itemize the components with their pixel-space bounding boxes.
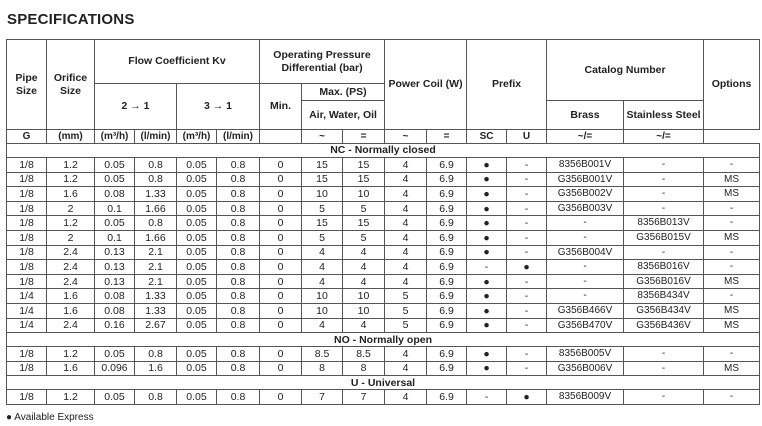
table-cell: 2.1 [135, 245, 177, 260]
table-cell: 0.8 [217, 361, 260, 376]
table-cell: 0.8 [217, 347, 260, 362]
table-row [7, 289, 760, 304]
table-cell: ● [467, 216, 507, 231]
table-cell: ● [467, 201, 507, 216]
table-cell: 1/4 [7, 318, 47, 333]
table-cell: 0.05 [177, 274, 217, 289]
table-cell: 6.9 [427, 347, 467, 362]
table-cell: 15 [302, 216, 343, 231]
table-cell: 8 [343, 361, 385, 376]
table-cell: 0.13 [95, 260, 135, 275]
table-cell: 0 [260, 245, 302, 260]
table-cell: - [547, 289, 624, 304]
table-cell: 0 [260, 260, 302, 275]
table-cell: 0 [260, 289, 302, 304]
footnote: ● Available Express [6, 412, 94, 423]
table-cell: 6.9 [427, 201, 467, 216]
unit-cell: ~ [385, 130, 427, 144]
table-cell: 8356B016V [624, 260, 704, 275]
group-label: NC - Normally closed [7, 144, 760, 158]
table-cell: 2.1 [135, 274, 177, 289]
table-cell: 0.8 [217, 289, 260, 304]
table-row [7, 216, 760, 231]
table-cell: 2.67 [135, 318, 177, 333]
table-row [7, 158, 760, 173]
table-cell: G356B470V [547, 318, 624, 333]
table-cell: - [507, 216, 547, 231]
table-cell: 0.8 [217, 274, 260, 289]
table-cell: - [507, 289, 547, 304]
table-cell: - [507, 187, 547, 202]
table-cell: 0.8 [217, 158, 260, 173]
table-cell: 1.66 [135, 201, 177, 216]
table-cell: 6.9 [427, 318, 467, 333]
table-cell: 4 [302, 318, 343, 333]
table-cell: MS [704, 318, 760, 333]
table-cell: 1/4 [7, 289, 47, 304]
unit-cell: (m³/h) [177, 130, 217, 144]
table-cell: 0.05 [177, 347, 217, 362]
table-cell: - [547, 274, 624, 289]
table-cell: - [507, 172, 547, 187]
table-cell: - [507, 318, 547, 333]
table-cell: - [624, 245, 704, 260]
table-cell: 0.05 [177, 289, 217, 304]
table-cell: 6.9 [427, 245, 467, 260]
table-cell: - [624, 390, 704, 405]
table-cell: - [507, 361, 547, 376]
table-cell: 0.05 [177, 245, 217, 260]
table-cell: 1.6 [47, 187, 95, 202]
table-cell: 0.13 [95, 274, 135, 289]
group-header-row [7, 144, 760, 158]
table-cell: MS [704, 172, 760, 187]
table-cell: 6.9 [427, 361, 467, 376]
table-cell: - [507, 245, 547, 260]
table-cell: 0.05 [95, 347, 135, 362]
table-cell: - [624, 158, 704, 173]
unit-cell: (l/min) [217, 130, 260, 144]
table-cell: 0.8 [135, 172, 177, 187]
table-cell: 2.4 [47, 318, 95, 333]
header-operating-pressure: Operating Pressure Differential (bar) [260, 40, 385, 84]
table-cell: - [507, 230, 547, 245]
table-cell: 1.2 [47, 390, 95, 405]
table-cell: ● [467, 274, 507, 289]
table-cell: MS [704, 361, 760, 376]
table-cell: 4 [343, 274, 385, 289]
table-cell: 1/8 [7, 361, 47, 376]
table-cell: 0.1 [95, 201, 135, 216]
table-cell: - [704, 289, 760, 304]
table-row [7, 245, 760, 260]
table-cell: 5 [343, 201, 385, 216]
table-cell: ● [467, 318, 507, 333]
table-cell: 10 [302, 303, 343, 318]
unit-cell: ~/= [547, 130, 624, 144]
table-cell: 4 [343, 318, 385, 333]
table-cell: 4 [385, 158, 427, 173]
table-cell: 0 [260, 216, 302, 231]
table-row [7, 260, 760, 275]
table-body [7, 144, 760, 405]
table-cell: 4 [302, 274, 343, 289]
table-cell: 6.9 [427, 187, 467, 202]
table-cell: 0.05 [177, 318, 217, 333]
table-cell: 6.9 [427, 216, 467, 231]
table-cell: 8356B001V [547, 158, 624, 173]
table-cell: 1/8 [7, 230, 47, 245]
table-cell: 0.05 [95, 172, 135, 187]
table-cell: 0.05 [177, 216, 217, 231]
table-cell: - [507, 303, 547, 318]
table-cell: G356B016V [624, 274, 704, 289]
table-cell: 8 [302, 361, 343, 376]
table-cell: 2.1 [135, 260, 177, 275]
table-row [7, 230, 760, 245]
table-cell: - [624, 201, 704, 216]
table-cell: - [507, 347, 547, 362]
table-cell: 0.8 [217, 390, 260, 405]
table-cell: 0.05 [177, 260, 217, 275]
table-cell: 1/8 [7, 187, 47, 202]
table-cell: ● [467, 289, 507, 304]
table-cell: 0.8 [135, 216, 177, 231]
table-cell: 0.13 [95, 245, 135, 260]
unit-cell: (l/min) [135, 130, 177, 144]
header-catalog-number: Catalog Number [547, 40, 704, 101]
table-row [7, 347, 760, 362]
table-cell: 0.05 [177, 201, 217, 216]
table-cell: 1.2 [47, 216, 95, 231]
group-header-row [7, 333, 760, 347]
table-cell: - [704, 245, 760, 260]
header-options: Options [704, 40, 760, 130]
header-air-water-oil: Air, Water, Oil [302, 101, 385, 130]
table-cell: 5 [385, 289, 427, 304]
table-cell: G356B001V [547, 172, 624, 187]
table-cell: ● [467, 245, 507, 260]
table-cell: 1/8 [7, 274, 47, 289]
table-row [7, 303, 760, 318]
table-cell: 2 [47, 201, 95, 216]
table-cell: 1/8 [7, 172, 47, 187]
unit-cell: (m³/h) [95, 130, 135, 144]
table-cell: 4 [302, 260, 343, 275]
table-cell: - [467, 390, 507, 405]
table-cell: 0 [260, 347, 302, 362]
table-cell: 0 [260, 230, 302, 245]
table-cell: ● [507, 260, 547, 275]
table-cell: 0.05 [177, 303, 217, 318]
table-cell: 4 [385, 172, 427, 187]
table-cell: 6.9 [427, 274, 467, 289]
table-cell: 1/8 [7, 260, 47, 275]
table-cell: 0.05 [95, 158, 135, 173]
table-row [7, 361, 760, 376]
table-cell: 1.6 [47, 303, 95, 318]
table-cell: - [507, 201, 547, 216]
table-cell: 10 [302, 289, 343, 304]
table-cell: 5 [302, 201, 343, 216]
table-cell: 4 [343, 260, 385, 275]
table-cell: 0.8 [135, 390, 177, 405]
table-cell: G356B004V [547, 245, 624, 260]
unit-cell: U [507, 130, 547, 144]
table-cell: 0 [260, 361, 302, 376]
group-label: U - Universal [7, 376, 760, 390]
specifications-table [6, 39, 760, 405]
table-cell: 15 [343, 216, 385, 231]
table-cell: ● [467, 187, 507, 202]
table-cell: 0.8 [217, 201, 260, 216]
table-cell: MS [704, 230, 760, 245]
table-cell: 0.8 [217, 216, 260, 231]
table-cell: 10 [343, 289, 385, 304]
units-row [7, 130, 760, 144]
table-cell: 6.9 [427, 172, 467, 187]
table-cell: 8356B434V [624, 289, 704, 304]
table-row [7, 390, 760, 405]
unit-cell: G [7, 130, 47, 144]
table-cell: 0.05 [95, 216, 135, 231]
table-cell: 4 [385, 201, 427, 216]
table-cell: 0 [260, 172, 302, 187]
header-brass: Brass [547, 101, 624, 130]
table-cell: 0.08 [95, 289, 135, 304]
table-cell: 1/8 [7, 347, 47, 362]
table-cell: 6.9 [427, 390, 467, 405]
table-cell: 1/8 [7, 201, 47, 216]
table-cell: 0.096 [95, 361, 135, 376]
table-cell: 2.4 [47, 245, 95, 260]
table-cell: 1.33 [135, 289, 177, 304]
table-cell: 8356B013V [624, 216, 704, 231]
table-cell: - [547, 260, 624, 275]
table-cell: 0.05 [177, 390, 217, 405]
table-cell: 1/8 [7, 216, 47, 231]
table-cell: 4 [385, 274, 427, 289]
unit-cell [260, 130, 302, 144]
table-cell: 4 [385, 361, 427, 376]
table-cell: - [704, 260, 760, 275]
table-cell: 1/8 [7, 158, 47, 173]
table-cell: 6.9 [427, 303, 467, 318]
table-cell: 0.08 [95, 187, 135, 202]
table-cell: 10 [343, 303, 385, 318]
table-cell: - [704, 216, 760, 231]
table-cell: - [467, 260, 507, 275]
table-cell: 15 [302, 158, 343, 173]
table-cell: 1.6 [135, 361, 177, 376]
table-cell: 1.33 [135, 303, 177, 318]
table-cell: - [624, 361, 704, 376]
table-cell: 0 [260, 303, 302, 318]
table-cell: ● [507, 390, 547, 405]
table-cell: - [547, 230, 624, 245]
table-cell: 10 [343, 187, 385, 202]
table-cell: - [624, 187, 704, 202]
table-cell: 0.8 [217, 260, 260, 275]
table-cell: - [704, 158, 760, 173]
table-cell: G356B006V [547, 361, 624, 376]
unit-cell: ~/= [624, 130, 704, 144]
header-min: Min. [260, 84, 302, 130]
table-cell: 0 [260, 274, 302, 289]
table-cell: - [547, 216, 624, 231]
table-cell: 5 [343, 230, 385, 245]
table-row [7, 201, 760, 216]
table-cell: 6.9 [427, 260, 467, 275]
table-cell: ● [467, 347, 507, 362]
table-cell: - [624, 172, 704, 187]
table-cell: 1.33 [135, 187, 177, 202]
table-row [7, 318, 760, 333]
table-cell: 4 [385, 260, 427, 275]
table-cell: ● [467, 172, 507, 187]
header-flow-3-1: 3 → 1 [177, 84, 260, 130]
table-cell: 6.9 [427, 289, 467, 304]
table-cell: 0.8 [135, 347, 177, 362]
header-max-ps: Max. (PS) [302, 84, 385, 101]
unit-cell: = [343, 130, 385, 144]
table-cell: 0.05 [95, 390, 135, 405]
table-cell: 15 [343, 158, 385, 173]
table-cell: 1.6 [47, 361, 95, 376]
table-cell: 0 [260, 187, 302, 202]
table-cell: 1/4 [7, 303, 47, 318]
table-cell: 1.2 [47, 158, 95, 173]
table-cell: 0.05 [177, 172, 217, 187]
header-power-coil: Power Coil (W) [385, 40, 467, 130]
table-cell: 1.66 [135, 230, 177, 245]
unit-cell: = [427, 130, 467, 144]
table-cell: - [507, 158, 547, 173]
group-header-row [7, 376, 760, 390]
table-row [7, 172, 760, 187]
table-cell: - [507, 274, 547, 289]
unit-cell: (mm) [47, 130, 95, 144]
table-cell: ● [467, 230, 507, 245]
table-cell: 4 [343, 245, 385, 260]
table-cell: 6.9 [427, 230, 467, 245]
table-cell: 10 [302, 187, 343, 202]
table-cell: 8.5 [302, 347, 343, 362]
table-cell: 0.05 [177, 230, 217, 245]
table-cell: 0.05 [177, 187, 217, 202]
header-stainless-steel: Stainless Steel [624, 101, 704, 130]
table-cell: 7 [343, 390, 385, 405]
table-cell: 0 [260, 158, 302, 173]
header-prefix: Prefix [467, 40, 547, 130]
table-cell: MS [704, 187, 760, 202]
table-cell: 0.8 [217, 187, 260, 202]
table-cell: 0.05 [177, 361, 217, 376]
table-cell: 1.6 [47, 289, 95, 304]
table-cell: 5 [385, 303, 427, 318]
table-cell: 1.2 [47, 347, 95, 362]
header-orifice-size: Orifice Size [47, 40, 95, 130]
table-cell: 0.8 [135, 158, 177, 173]
table-cell: 0 [260, 390, 302, 405]
table-cell: 0.8 [217, 318, 260, 333]
table-cell: 4 [385, 347, 427, 362]
table-cell: 0.16 [95, 318, 135, 333]
table-cell: 2.4 [47, 274, 95, 289]
table-cell: 2.4 [47, 260, 95, 275]
table-cell: - [704, 347, 760, 362]
table-cell: 4 [385, 230, 427, 245]
table-cell: 0.8 [217, 172, 260, 187]
table-cell: 0.05 [177, 158, 217, 173]
table-cell: G356B015V [624, 230, 704, 245]
table-cell: 0.8 [217, 245, 260, 260]
table-cell: 1/8 [7, 390, 47, 405]
table-cell: MS [704, 274, 760, 289]
table-cell: G356B434V [624, 303, 704, 318]
table-cell: ● [467, 361, 507, 376]
header-pipe-size: Pipe Size [7, 40, 47, 130]
table-cell: 6.9 [427, 158, 467, 173]
table-cell: 4 [302, 245, 343, 260]
table-cell: G356B003V [547, 201, 624, 216]
table-cell: 4 [385, 216, 427, 231]
table-row [7, 274, 760, 289]
table-row [7, 187, 760, 202]
table-cell: ● [467, 158, 507, 173]
table-cell: 0.08 [95, 303, 135, 318]
table-cell: 4 [385, 187, 427, 202]
table-cell: 0.1 [95, 230, 135, 245]
table-cell: 2 [47, 230, 95, 245]
table-cell: 0.8 [217, 303, 260, 318]
table-cell: MS [704, 303, 760, 318]
table-cell: 4 [385, 390, 427, 405]
table-cell: ● [467, 303, 507, 318]
table-cell: 1/8 [7, 245, 47, 260]
table-cell: 8356B005V [547, 347, 624, 362]
table-cell: 15 [343, 172, 385, 187]
table-cell: 8.5 [343, 347, 385, 362]
table-cell: - [624, 347, 704, 362]
table-cell: - [704, 201, 760, 216]
page-title: SPECIFICATIONS [7, 11, 135, 28]
table-cell: G356B002V [547, 187, 624, 202]
unit-cell: ~ [302, 130, 343, 144]
table-cell: 8356B009V [547, 390, 624, 405]
table-cell: 0.8 [217, 230, 260, 245]
table-cell: 5 [302, 230, 343, 245]
table-cell: 7 [302, 390, 343, 405]
table-cell: G356B466V [547, 303, 624, 318]
table-cell: G356B436V [624, 318, 704, 333]
header-flow-2-1: 2 → 1 [95, 84, 177, 130]
table-cell: 5 [385, 318, 427, 333]
table-cell: 0 [260, 318, 302, 333]
table-cell: 0 [260, 201, 302, 216]
table-cell: 4 [385, 245, 427, 260]
table-cell: 1.2 [47, 172, 95, 187]
header-flow-coefficient: Flow Coefficient Kv [95, 40, 260, 84]
table-cell: - [704, 390, 760, 405]
table-cell: 15 [302, 172, 343, 187]
unit-cell: SC [467, 130, 507, 144]
group-label: NO - Normally open [7, 333, 760, 347]
